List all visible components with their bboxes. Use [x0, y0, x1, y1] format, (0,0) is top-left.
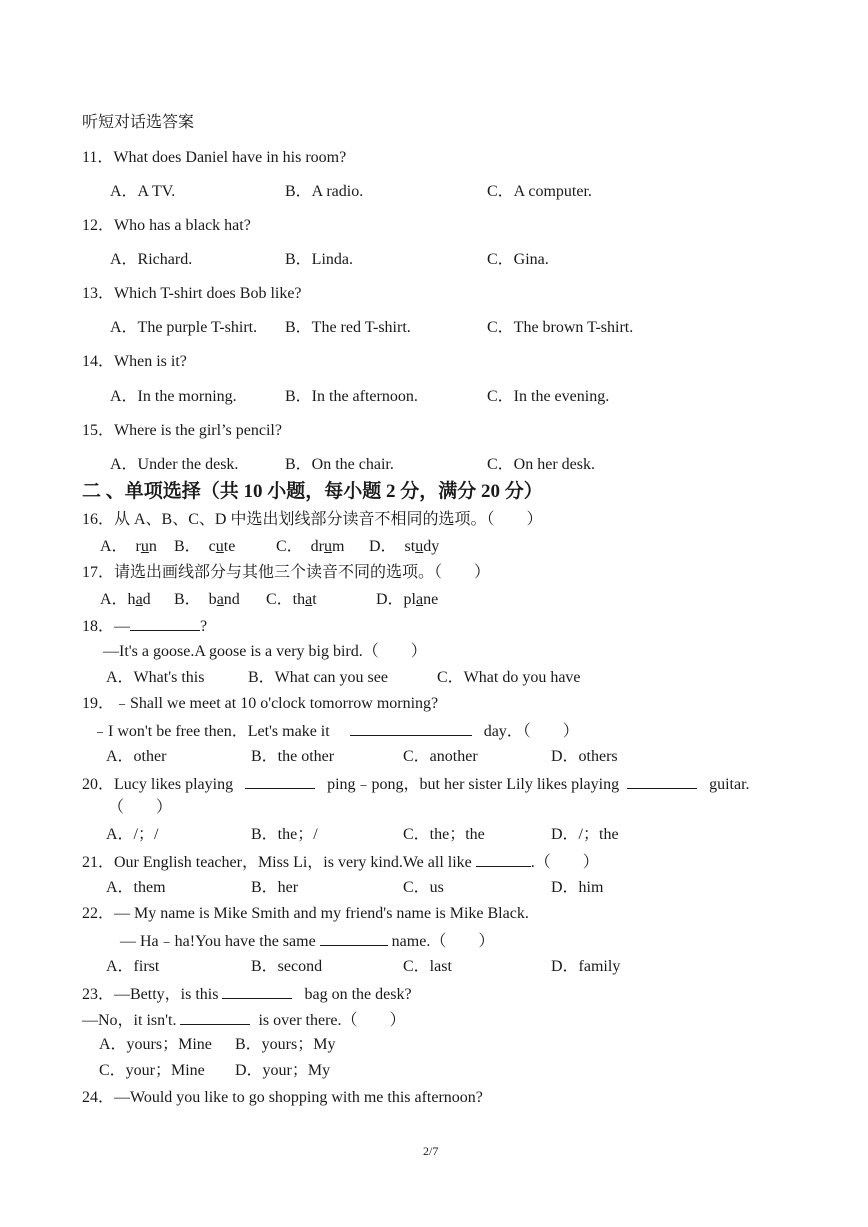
question-16-option-d: D． study — [369, 538, 440, 555]
question-14-option-a: A．In the morning. — [110, 388, 237, 405]
question-17-option-d: D．plane — [376, 591, 439, 608]
question-17-option-b: B． band — [174, 591, 240, 608]
question-14-option-b: B．In the afternoon. — [285, 388, 418, 405]
question-15-option-b: B．On the chair. — [285, 456, 394, 473]
question-13-option-c: C．The brown T-shirt. — [487, 319, 634, 336]
question-21-option-a: A．them — [106, 879, 166, 896]
question-22-answer-line: — Ha﹣ha!You have the same name.（ ） — [120, 930, 494, 952]
question-19-stem: 19．﹣Shall we meet at 10 o'clock tomorrow morning? — [82, 695, 439, 712]
question-16-option-c: C． drum — [276, 538, 345, 555]
question-21-stem: 21．Our English teacher，Miss Li，is very kind.We all like .（ ） — [82, 851, 599, 873]
question-15-stem: 15．Where is the girl’s pencil? — [82, 422, 282, 439]
question-23-option-a: A．yours；Mine — [99, 1036, 212, 1053]
question-23-option-b: B．yours；My — [235, 1036, 336, 1053]
question-21-option-d: D．him — [551, 879, 604, 896]
question-15-option-a: A．Under the desk. — [110, 456, 239, 473]
question-21-option-c: C．us — [403, 879, 444, 896]
question-22-stem: 22．— My name is Mike Smith and my friend's name is Mike Black. — [82, 905, 529, 922]
question-23-option-c: C．your；Mine — [99, 1062, 205, 1079]
question-23-option-d: D．your；My — [235, 1062, 331, 1079]
question-11-option-a: A．A TV. — [110, 183, 176, 200]
answer-blank — [180, 1009, 250, 1025]
question-16-option-b: B． cute — [174, 538, 236, 555]
question-19-option-d: D．others — [551, 748, 618, 765]
question-20-option-a: A．/；/ — [106, 826, 159, 843]
question-13-option-b: B．The red T-shirt. — [285, 319, 411, 336]
question-18-answer-line: —It's a goose.A goose is a very big bird.（ ） — [103, 643, 427, 660]
page-number: 2/7 — [423, 1144, 439, 1158]
question-17-option-c: C．that — [266, 591, 317, 608]
question-17-stem: 17．请选出画线部分与其他三个读音不同的选项。（ ） — [82, 564, 491, 581]
question-18-option-c: C．What do you have — [437, 669, 581, 686]
question-20-option-d: D．/；the — [551, 826, 619, 843]
question-12-option-c: C．Gina. — [487, 251, 549, 268]
answer-blank — [476, 851, 531, 867]
question-11-stem: 11．What does Daniel have in his room? — [82, 149, 347, 166]
question-13-stem: 13．Which T-shirt does Bob like? — [82, 285, 302, 302]
answer-blank — [350, 720, 472, 736]
listening-intro: 听短对话选答案 — [82, 114, 195, 131]
section-2-heading: 二 、单项选择（共 10 小题，每小题 2 分，满分 20 分） — [82, 481, 543, 502]
question-22-option-d: D．family — [551, 958, 621, 975]
question-24-stem: 24．—Would you like to go shopping with me this afternoon? — [82, 1089, 483, 1106]
question-18-option-a: A．What's this — [106, 669, 205, 686]
question-14-stem: 14．When is it? — [82, 353, 187, 370]
question-22-option-b: B．second — [251, 958, 323, 975]
question-16-stem: 16．从 A、B、C、D 中选出划线部分读音不相同的选项。（ ） — [82, 511, 543, 528]
question-21-option-b: B．her — [251, 879, 299, 896]
question-18-option-b: B．What can you see — [248, 669, 388, 686]
question-16-option-a: A． run — [100, 538, 157, 555]
question-22-option-a: A．first — [106, 958, 160, 975]
answer-blank — [245, 773, 315, 789]
question-11-option-c: C．A computer. — [487, 183, 592, 200]
question-19-answer-line: ﹣I won't be free then．Let's make it day．（ ） — [92, 720, 579, 742]
question-19-option-a: A．other — [106, 748, 167, 765]
question-12-stem: 12．Who has a black hat? — [82, 217, 251, 234]
question-12-option-a: A．Richard. — [110, 251, 193, 268]
question-20-stem: 20．Lucy likes playing ping﹣pong，but her sister Lily likes playing guitar. — [82, 773, 750, 795]
question-20-option-c: C．the；the — [403, 826, 485, 843]
question-13-option-a: A．The purple T-shirt. — [110, 319, 258, 336]
question-15-option-c: C．On her desk. — [487, 456, 595, 473]
answer-blank — [320, 930, 388, 946]
question-23-stem: 23．—Betty，is this bag on the desk? — [82, 983, 412, 1005]
answer-blank — [627, 773, 697, 789]
question-23-answer-line: —No，it isn't. is over there.（ ） — [82, 1009, 406, 1031]
question-19-option-b: B．the other — [251, 748, 335, 765]
question-12-option-b: B．Linda. — [285, 251, 353, 268]
question-14-option-c: C．In the evening. — [487, 388, 610, 405]
question-20-paren: （ ） — [108, 799, 173, 816]
question-18-stem: 18．— ? — [82, 615, 207, 637]
question-20-option-b: B．the；/ — [251, 826, 318, 843]
question-11-option-b: B．A radio. — [285, 183, 364, 200]
question-17-option-a: A．had — [100, 591, 151, 608]
answer-blank — [130, 615, 200, 631]
answer-blank — [222, 983, 292, 999]
question-19-option-c: C．another — [403, 748, 478, 765]
question-22-option-c: C．last — [403, 958, 452, 975]
